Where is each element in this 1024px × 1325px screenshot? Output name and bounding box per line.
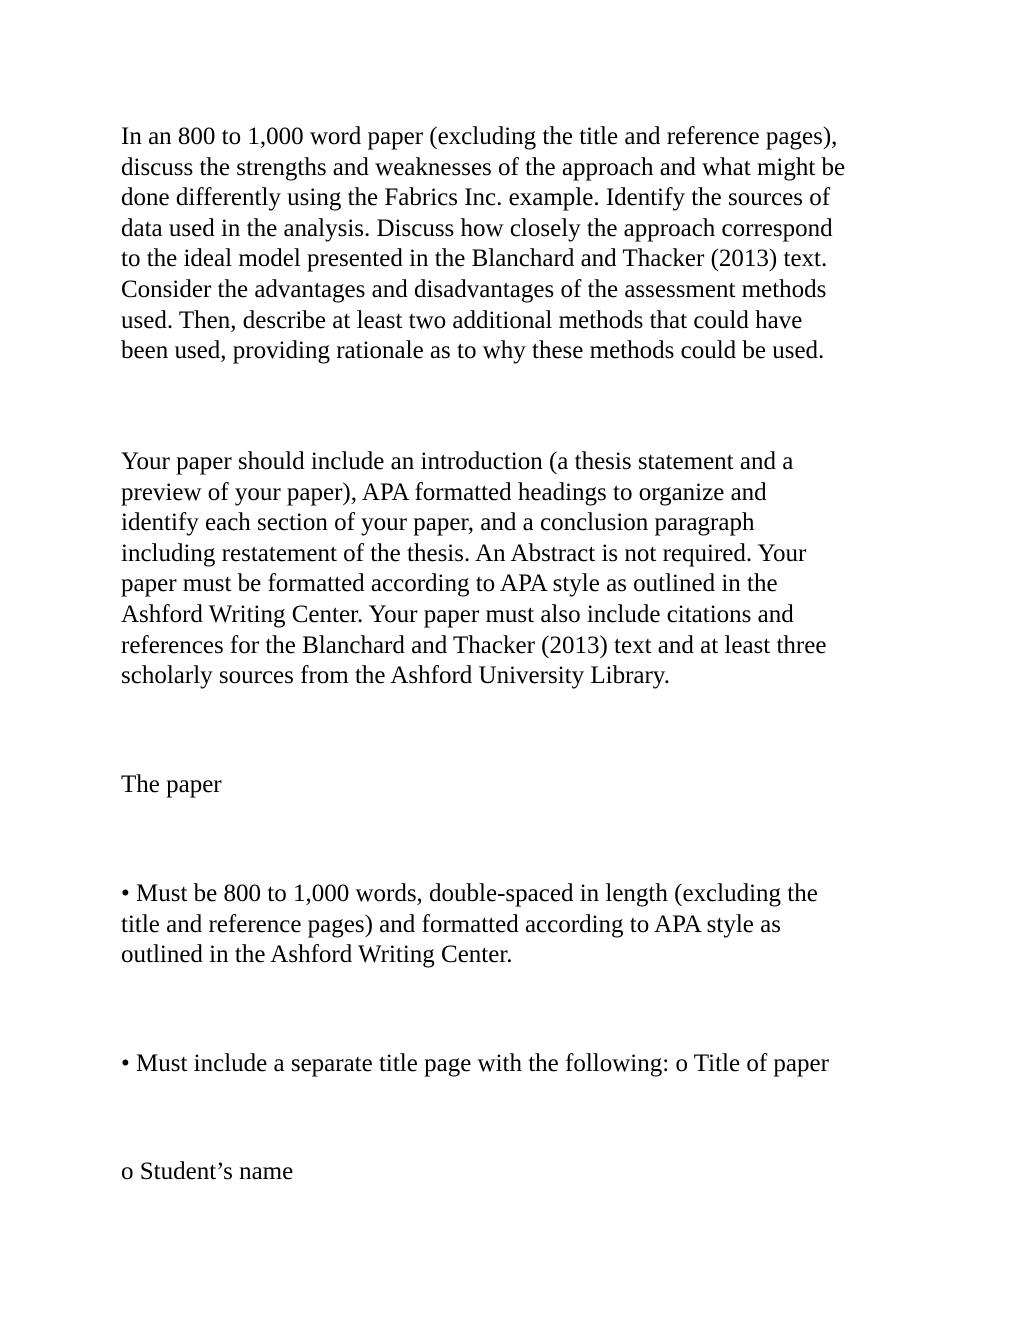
text-line: The paper: [121, 771, 222, 798]
text-line: • Must be 800 to 1,000 words, double-spaced in length (excluding the: [121, 880, 818, 907]
text-line: including restatement of the thesis. An Abstract is not required. Your: [121, 539, 807, 567]
text-line: discuss the strengths and weaknesses of the approach and what might be: [121, 153, 846, 181]
paragraph-assignment-instructions: [121, 122, 911, 367]
text-line: been used, providing rationale as to why these methods could be used.: [121, 337, 825, 365]
text-line: done differently using the Fabrics Inc. example. Identify the sources of: [121, 184, 831, 212]
text-line: o Student’s name: [121, 1158, 294, 1185]
text-line: data used in the analysis. Discuss how closely the approach correspond: [121, 214, 833, 242]
text-line: used. Then, describe at least two additional methods that could have: [121, 306, 803, 334]
bullet-word-count: [121, 879, 911, 971]
paragraph-the-paper: [121, 770, 911, 801]
text-line: scholarly sources from the Ashford University Library.: [121, 662, 670, 690]
text-line: preview of your paper), APA formatted headings to organize and: [121, 478, 767, 506]
bullet-title-page: [121, 1049, 911, 1080]
text-line: Ashford Writing Center. Your paper must also include citations and: [121, 600, 794, 628]
text-line: to the ideal model presented in the Blanchard and Thacker (2013) text.: [121, 245, 828, 273]
text-line: references for the Blanchard and Thacker (2013) text and at least three: [121, 631, 827, 659]
text-line: title and reference pages) and formatted according to APA style as: [121, 910, 781, 938]
text-line: Your paper should include an introduction (a thesis statement and a: [121, 448, 794, 475]
text-line: identify each section of your paper, and a conclusion paragraph: [121, 509, 755, 537]
text-line: In an 800 to 1,000 word paper (excluding the title and reference pages),: [121, 123, 838, 150]
sub-bullet-student-name: [121, 1157, 911, 1188]
text-line: • Must include a separate title page with the following: o Title of paper: [121, 1050, 829, 1077]
paragraph-paper-requirements: [121, 447, 911, 692]
text-line: paper must be formatted according to APA style as outlined in the: [121, 570, 778, 598]
text-line: Consider the advantages and disadvantages of the assessment methods: [121, 275, 827, 303]
text-line: outlined in the Ashford Writing Center.: [121, 941, 513, 969]
